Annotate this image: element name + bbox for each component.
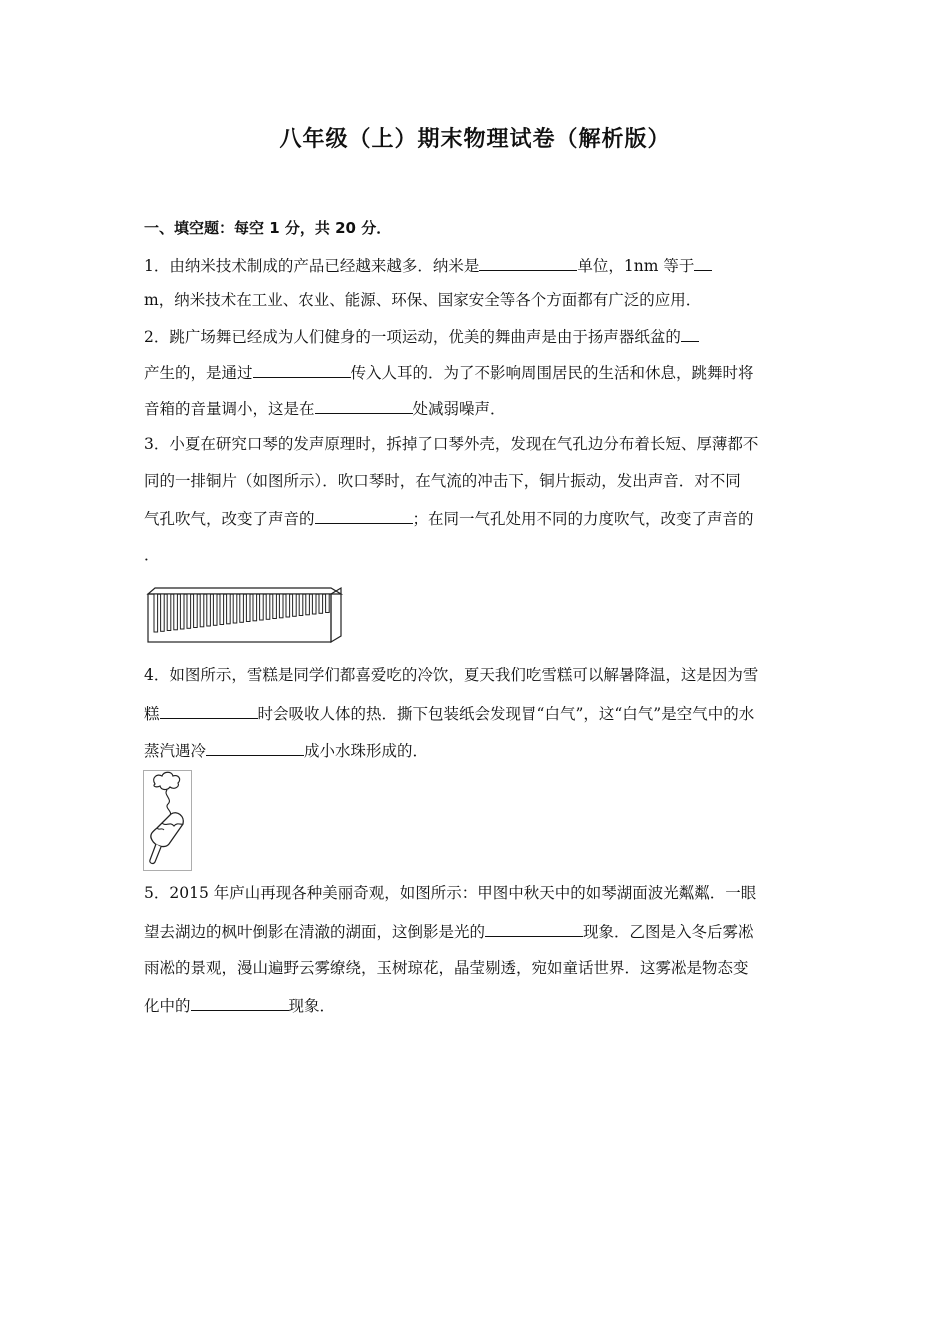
q5-line-4: [144, 995, 335, 1016]
q4-line-1: 4．如图所示，雪糕是同学们都喜爱吃的冷饮，夏天我们吃雪糕可以解暑降温，这是因为雪: [144, 666, 759, 684]
q5-text-2a: 望去湖边的枫叶倒影在清澈的湖面，这倒影是光的: [144, 923, 486, 941]
q3-line-2: 同的一排铜片（如图所示）．吹口琴时，在气流的冲击下，铜片振动，发出声音．对不同: [144, 472, 741, 490]
q1-text-a: 1．由纳米技术制成的产品已经越来越多．纳米是: [144, 257, 480, 275]
harmonica-reed: [233, 594, 237, 623]
q5-line-2: [144, 921, 754, 942]
harmonica-reed: [286, 594, 290, 617]
q4-text-2a: 糕: [144, 705, 160, 723]
harmonica-reed: [207, 594, 211, 626]
q2-line-3: [144, 398, 506, 419]
q2-blank-2[interactable]: [253, 362, 351, 378]
q2-line-2: [144, 362, 754, 383]
q2-text-3a: 音箱的音量调小，这是在: [144, 400, 315, 418]
q3-blank-1[interactable]: [315, 508, 413, 524]
q2-text-2b: 传入人耳的．为了不影响周围居民的生活和休息，跳舞时将: [350, 364, 754, 382]
harmonica-reed: [167, 594, 171, 631]
section-heading: 一、填空题：每空 1 分，共 20 分．: [144, 219, 392, 237]
q5-blank-1[interactable]: [485, 921, 583, 937]
q4-text-2b: 时会吸收人体的热．撕下包装纸会发现冒“白气”，这“白气”是空气中的水: [257, 705, 755, 723]
harmonica-reed: [293, 594, 297, 616]
q5-text-4a: 化中的: [144, 997, 191, 1015]
harmonica-reed: [279, 594, 283, 618]
q1-blank-1[interactable]: [479, 255, 577, 271]
harmonica-reed: [161, 594, 165, 631]
harmonica-reed: [180, 594, 184, 629]
q4-blank-2[interactable]: [206, 740, 304, 756]
harmonica-reed: [194, 594, 198, 628]
harmonica-reed: [319, 594, 323, 613]
harmonica-reed: [253, 594, 257, 621]
q3-text-4: ．: [144, 546, 160, 564]
harmonica-reed: [187, 594, 191, 628]
harmonica-reeds-figure: [145, 586, 343, 644]
harmonica-reed: [306, 594, 310, 615]
harmonica-reed: [312, 594, 316, 614]
harmonica-reed: [220, 594, 224, 625]
harmonica-reed: [299, 594, 303, 616]
harmonica-reed: [273, 594, 277, 619]
harmonica-reed: [260, 594, 264, 620]
harmonica-reed: [200, 594, 204, 627]
q3-line-3: [144, 508, 754, 529]
q5-text-4b: 现象．: [288, 997, 336, 1015]
harmonica-reed: [246, 594, 250, 622]
q2-text-3b: 处减弱噪声．: [412, 400, 506, 418]
q4-text-3a: 蒸汽遇冷: [144, 742, 207, 760]
harmonica-reed: [213, 594, 217, 625]
harmonica-reed: [266, 594, 270, 619]
q5-blank-2[interactable]: [191, 995, 289, 1011]
q4-line-3: [144, 740, 428, 761]
q2-blank-1[interactable]: [681, 326, 699, 342]
q2-text-1: 2．跳广场舞已经成为人们健身的一项运动，优美的舞曲声是由于扬声器纸盆的: [144, 328, 681, 346]
q1-line-1: [144, 255, 712, 276]
harmonica-reed: [240, 594, 244, 622]
harmonica-reed: [326, 594, 330, 613]
ice-pop-figure: [143, 770, 193, 872]
q3-line-4: [144, 545, 160, 565]
q3-text-3b: ；在同一气孔处用不同的力度吹气，改变了声音的: [412, 510, 754, 528]
harmonica-reed: [227, 594, 231, 624]
q2-blank-3[interactable]: [315, 398, 413, 414]
q3-line-1: 3．小夏在研究口琴的发声原理时，拆掉了口琴外壳，发现在气孔边分布着长短、厚薄都不: [144, 435, 759, 453]
q3-text-3a: 气孔吹气，改变了声音的: [144, 510, 315, 528]
q1-line-2: m，纳米技术在工业、农业、能源、环保、国家安全等各个方面都有广泛的应用．: [144, 291, 702, 309]
q4-blank-1[interactable]: [160, 703, 258, 719]
q4-line-2: [144, 703, 754, 724]
q5-line-1: 5．2015 年庐山再现各种美丽奇观，如图所示：甲图中秋天中的如琴湖面波光粼粼．一眼: [144, 884, 757, 902]
q4-text-3b: 成小水珠形成的．: [304, 742, 429, 760]
q5-text-2b: 现象．乙图是入冬后雾凇: [583, 923, 754, 941]
q1-blank-2[interactable]: [694, 255, 712, 271]
q2-text-2a: 产生的，是通过: [144, 364, 253, 382]
harmonica-reed: [154, 594, 158, 632]
q5-line-3: 雨凇的景观，漫山遍野云雾缭绕，玉树琼花，晶莹剔透，宛如童话世界．这雾凇是物态变: [144, 959, 749, 977]
harmonica-reed: [174, 594, 178, 630]
q2-line-1: [144, 326, 699, 347]
q1-text-b: 单位，1nm 等于: [577, 257, 695, 275]
page-title: 八年级（上）期末物理试卷（解析版）: [279, 127, 671, 152]
